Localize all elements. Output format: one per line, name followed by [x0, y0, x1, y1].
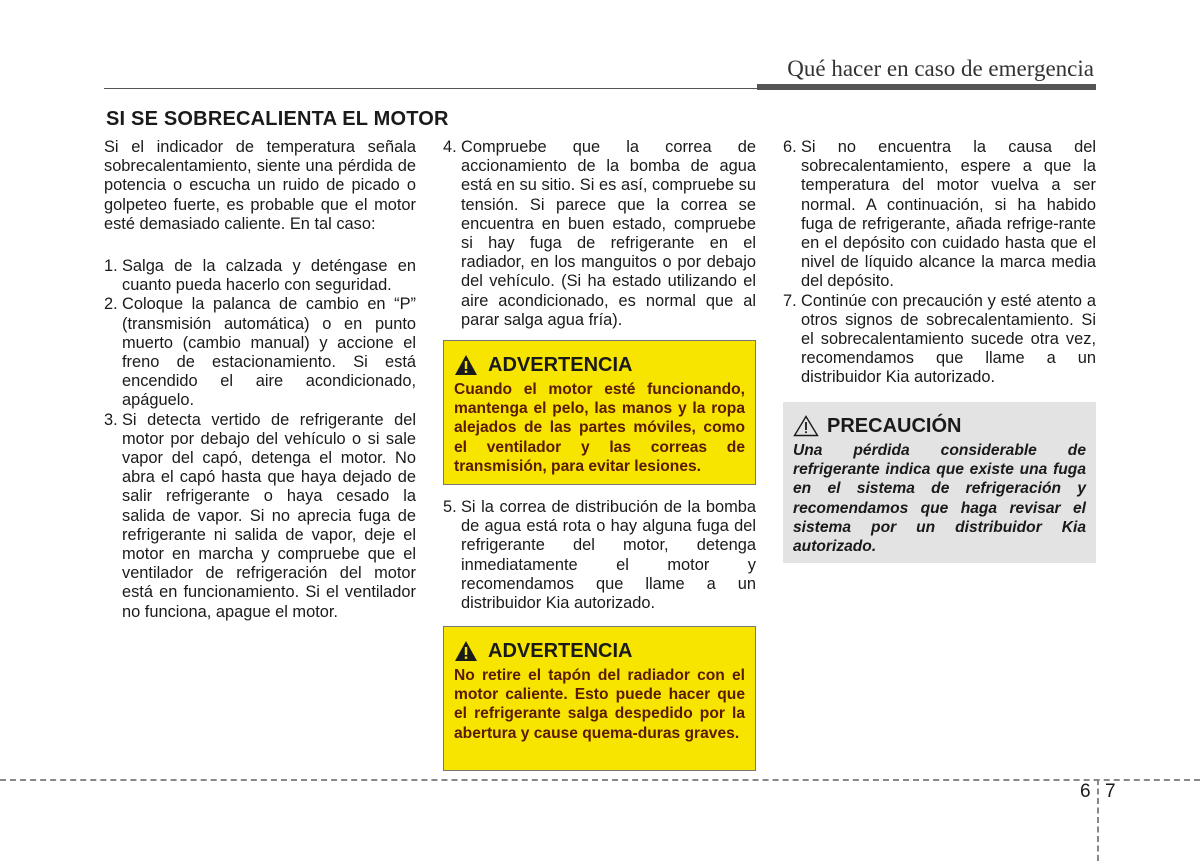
warning-title — [454, 353, 745, 377]
item-text: Si no encuentra la causa del sobrecalentamiento, espere a que la temperatura del motor vuelva a ser normal. A continuación, si ha habido fuga de refrigerante, añada refrige-rante en el depósito con cuidado hasta que el nivel de líquido alcance la marca media del depósito. — [801, 138, 1096, 291]
header-rule-accent — [757, 84, 1096, 90]
item-number: 3. — [104, 410, 118, 429]
footer-rule — [0, 779, 1200, 781]
caution-triangle-icon — [793, 415, 819, 437]
section-number: 6 — [1080, 781, 1091, 802]
item-text: Si la correa de distribución de la bomba de agua está rota o hay alguna fuga del refrigerante del motor, detenga inmediatamente el motor y recomendamos que llame a un distribuidor Kia autorizado. — [461, 498, 756, 613]
caution-box — [783, 402, 1096, 563]
list-item — [783, 292, 1096, 388]
column-2 — [443, 138, 756, 330]
item-number: 7. — [783, 291, 797, 310]
chapter-title: Qué hacer en caso de emergencia — [787, 56, 1094, 81]
warning-triangle-icon — [454, 640, 478, 662]
header-rule — [104, 88, 759, 89]
warning-body: No retire el tapón del radiador con el motor caliente. Esto puede hacer que el refrigerante salga despedido por la abertura y cause quema-duras graves. — [454, 667, 745, 742]
list-item — [104, 411, 416, 622]
warning-title-text: ADVERTENCIA — [488, 640, 633, 662]
caution-title-text: PRECAUCIÓN — [827, 415, 962, 437]
list-item — [104, 257, 416, 295]
list-item — [443, 138, 756, 330]
item-text: Coloque la palanca de cambio en “P” (transmisión automática) o en punto muerto (cambio manual) y accione el freno de estacionamiento. Si está encendido el aire acondicionado, apáguelo. — [122, 295, 416, 410]
warning-title-text: ADVERTENCIA — [488, 354, 633, 376]
footer-divider — [1097, 779, 1099, 861]
list-item — [104, 295, 416, 410]
caution-title — [793, 414, 1086, 438]
item-number: 1. — [104, 257, 118, 276]
column-3 — [783, 138, 1096, 388]
item-text: Continúe con precaución y esté atento a otros signos de sobrecalentamiento. Si el sobrecalentamiento sucede otra vez, recomendamos que llame a un distribuidor Kia autorizado. — [801, 291, 1096, 387]
list-item — [443, 498, 756, 613]
item-number: 2. — [104, 295, 118, 314]
warning-box — [443, 340, 756, 485]
warning-body: Cuando el motor esté funcionando, mantenga el pelo, las manos y la ropa alejados de las partes móviles, como el ventilador y las correas de transmisión, para evitar lesiones. — [454, 381, 745, 475]
column-1 — [104, 138, 416, 622]
page-number: 7 — [1105, 781, 1116, 802]
warning-triangle-icon — [454, 354, 478, 376]
item-number: 6. — [783, 138, 797, 156]
list-item — [783, 138, 1096, 292]
item-text: Salga de la calzada y deténgase en cuanto pueda hacerlo con seguridad. — [122, 257, 416, 295]
caution-body: Una pérdida considerable de refrigerante indica que existe una fuga en el sistema de refrigeración y recomendamos que haga revisar el sistema por un distribuidor Kia autorizado. — [793, 442, 1086, 556]
item-number: 4. — [443, 138, 457, 156]
warning-box — [443, 626, 756, 771]
item-text: Compruebe que la correa de accionamiento de la bomba de agua está en su sitio. Si es así, compruebe su tensión. Si parece que la correa se encuentra en buen estado, compruebe si hay fuga de refrigerante en el radiador, en los manguitos o por debajo del vehículo. (Si ha estado utilizando el aire acondicionado, es normal que al parar salga agua fría). — [461, 138, 756, 329]
item-number: 5. — [443, 498, 457, 516]
section-heading: SI SE SOBRECALIENTA EL MOTOR — [106, 108, 449, 130]
intro-paragraph: Si el indicador de temperatura señala sobrecalentamiento, siente una pérdida de potencia o escucha un ruido de picado o golpeteo fuerte, es probable que el motor esté demasiado caliente. En tal caso: — [104, 138, 416, 233]
warning-title — [454, 639, 745, 663]
column-2-lower — [443, 498, 756, 613]
item-text: Si detecta vertido de refrigerante del motor por debajo del vehículo o si sale vapor del capó, detenga el motor. No abra el capó hasta que haya dejado de salir refrigerante o haya cesado la salida de vapor. Si no aprecia fuga de refrigerante ni salida de vapor, deje el motor en marcha y compruebe que el ventilador de refrigeración del motor está en funcionamiento. Si el ventilador no funciona, apague el motor. — [122, 410, 416, 621]
